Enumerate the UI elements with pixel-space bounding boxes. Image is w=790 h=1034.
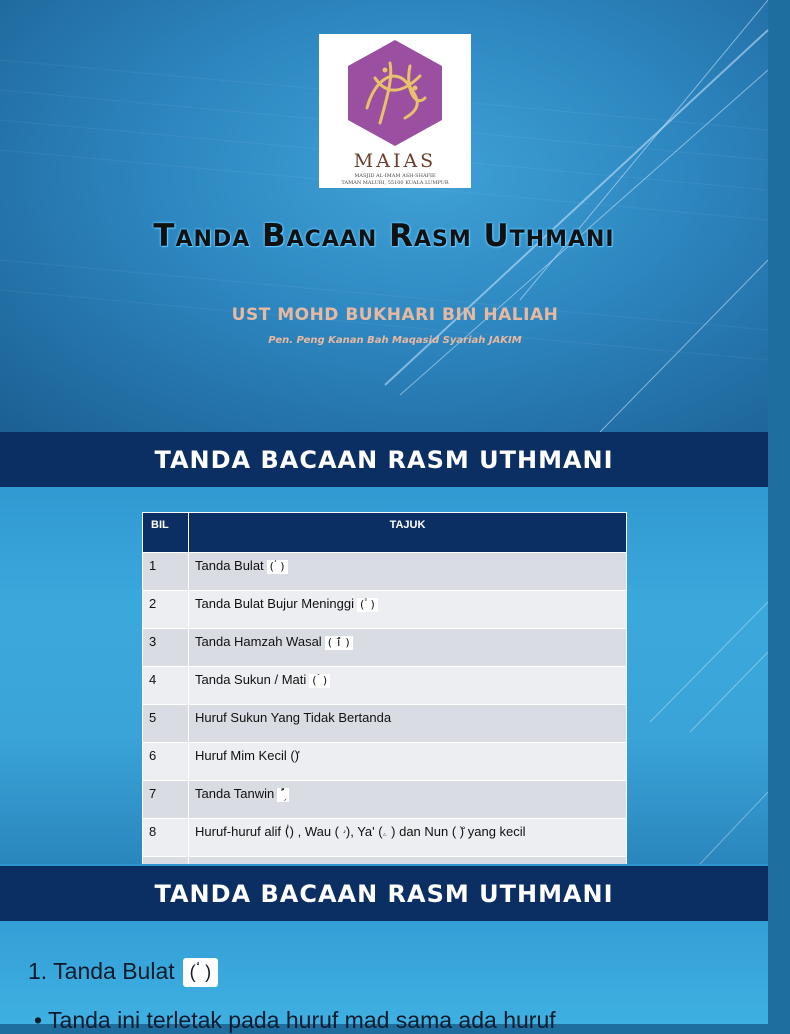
row-title: Tanda Hamzah Wasal — [195, 634, 322, 649]
banner-title: TANDA BACAAN RASM UTHMANI — [154, 880, 614, 908]
row-title-cell — [189, 781, 627, 819]
detail-slide — [0, 864, 768, 1033]
section-banner — [0, 432, 768, 487]
row-title-cell — [189, 705, 627, 743]
topics-slide — [0, 432, 768, 864]
arabic-mark-glyph: ( ٱ ) — [325, 636, 353, 650]
row-number: 2 — [143, 591, 189, 629]
logo-subtitle: MASJID AL-IMAM ASH-SHAFIE — [354, 173, 436, 179]
bullet-text: • Tanda ini terletak pada huruf mad sama ada huruf — [34, 1007, 556, 1033]
row-title-cell — [189, 629, 627, 667]
point-heading — [28, 958, 218, 987]
table-body — [143, 553, 627, 895]
tanda-bulat-glyph: ( ۟ ) — [183, 958, 219, 987]
row-number: 6 — [143, 743, 189, 781]
table-row — [143, 629, 627, 667]
row-number: 4 — [143, 667, 189, 705]
table-row — [143, 553, 627, 591]
table-row — [143, 591, 627, 629]
row-title: Tanda Sukun / Mati — [195, 672, 307, 687]
table-row — [143, 705, 627, 743]
row-number: 3 — [143, 629, 189, 667]
row-title: Tanda Bulat Bujur Meninggi — [195, 596, 354, 611]
column-header-bil: BIL — [143, 513, 189, 553]
topics-table — [142, 512, 627, 895]
row-number: 8 — [143, 819, 189, 857]
arabic-mark-glyph: ( ۠ ) — [357, 598, 378, 612]
row-title-cell — [189, 743, 627, 781]
logo-address: TAMAN MALURI, 55100 KUALA LUMPUR — [341, 180, 449, 186]
row-title-cell — [189, 819, 627, 857]
presenter-name: UST MOHD BUKHARI BIN HALIAH — [231, 305, 559, 325]
hexagon-emblem-icon — [345, 38, 445, 148]
table-row — [143, 667, 627, 705]
arabic-mark-glyph: ( ۡ ) — [309, 674, 330, 688]
row-title-cell — [189, 591, 627, 629]
row-number: 5 — [143, 705, 189, 743]
table-row — [143, 781, 627, 819]
row-title: Tanda Tanwin — [195, 786, 275, 801]
row-title: Tanda Bulat — [195, 558, 264, 573]
row-title-cell — [189, 667, 627, 705]
arabic-mark-glyph: ࣱ ࣰ ࣲ — [277, 788, 289, 802]
row-title: Huruf Sukun Yang Tidak Bertanda — [195, 710, 392, 725]
arabic-mark-glyph: ( ۟ ) — [267, 560, 288, 574]
section-banner — [0, 866, 768, 921]
point-label: 1. Tanda Bulat — [28, 958, 175, 984]
column-header-tajuk: TAJUK — [189, 513, 627, 553]
logo-name: MAIAS — [353, 150, 437, 172]
presenter-position: Pen. Peng Kanan Bah Maqasid Syariah JAKIM — [268, 335, 522, 346]
table-row — [143, 819, 627, 857]
maias-logo — [319, 34, 471, 188]
title-slide — [0, 0, 768, 432]
slide-title: Tanda Bacaan Rasm Uthmani — [153, 218, 615, 254]
row-title-cell — [189, 553, 627, 591]
row-number: 1 — [143, 553, 189, 591]
row-title: Huruf-huruf alif (ٰ) , Wau ( ۥ), Ya' (ۦ ) dan Nun ( ۨ) yang kecil — [195, 824, 526, 839]
table-row — [143, 743, 627, 781]
row-title: Huruf Mim Kecil (ۢ) — [195, 748, 300, 763]
row-number: 7 — [143, 781, 189, 819]
banner-title: TANDA BACAAN RASM UTHMANI — [154, 446, 614, 474]
